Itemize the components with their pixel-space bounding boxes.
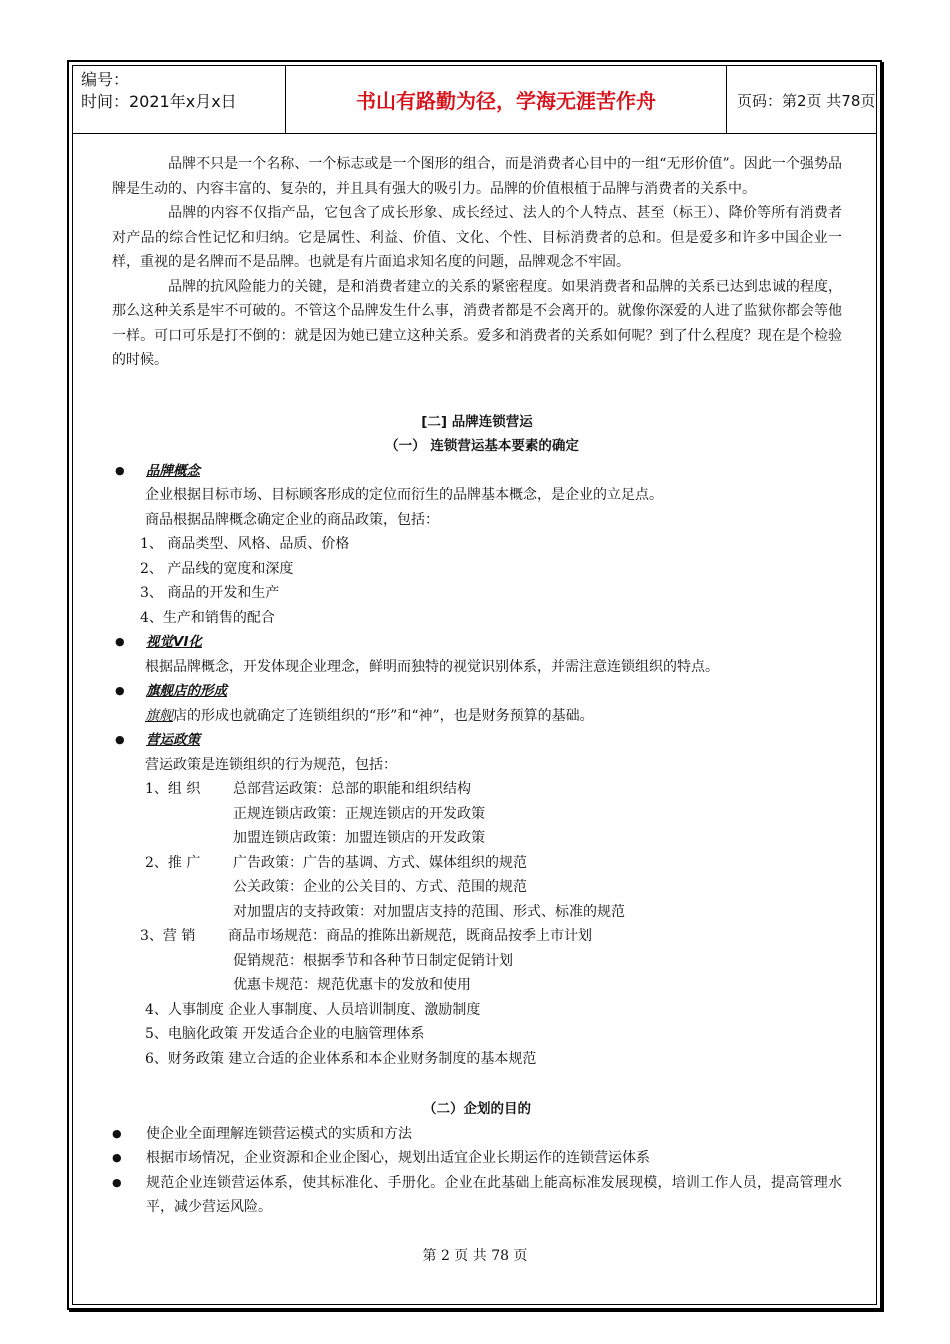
list-item: 4、生产和销售的配合 — [140, 609, 275, 626]
bullet-heading: 视觉VI化 — [146, 634, 202, 650]
policy-subline: 对加盟店的支持政策：对加盟店支持的范围、形式、标准的规范 — [233, 903, 625, 920]
bullet-brand-concept — [112, 459, 842, 484]
policy-value: 商品市场规范：商品的推陈出新规范，既商品按季上市计划 — [228, 928, 592, 944]
bullet-heading: 营运政策 — [146, 732, 200, 748]
section-subtitle: （一） 连锁营运基本要素的确定 — [385, 438, 579, 454]
policy-value: 总部营运政策：总部的职能和组织结构 — [233, 781, 471, 797]
purpose-text: 使企业全面理解连锁营运模式的实质和方法 — [146, 1125, 412, 1142]
policy-row — [112, 924, 842, 949]
policy-key: 1、组 织 — [145, 781, 201, 797]
text-line: 企业根据目标市场、目标顾客形成的定位而衍生的品牌基本概念，是企业的立足点。 — [145, 487, 663, 503]
policy-subline: 加盟连锁店政策：加盟连锁店的开发政策 — [233, 830, 485, 846]
text-line: 根据品牌概念，开发体现企业理念，鲜明而独特的视觉识别体系，并需注意连锁组织的特点。 — [145, 658, 719, 675]
bullet-icon: ● — [115, 684, 125, 697]
policy-key: 3、营 销 — [140, 928, 196, 944]
purpose-text: 规范企业连锁营运体系，使其标准化、手册化。企业在此基础上能高标准发展现模，培训工作人员，提高管理水平，减少营运风险。 — [146, 1174, 842, 1215]
motto-text: 书山有路勤为径，学海无涯苦作舟 — [356, 89, 656, 113]
policy-subline: 促销规范：根据季节和各种节日制定促销计划 — [233, 952, 513, 969]
header-left — [81, 69, 286, 113]
bullet-icon: ● — [115, 463, 125, 477]
policy-line: 5、电脑化政策 开发适合企业的电脑管理体系 — [145, 1026, 425, 1042]
purpose-item — [112, 1122, 842, 1147]
policy-row — [112, 777, 842, 802]
policy-subline: 公关政策：企业的公关目的、方式、范围的规范 — [233, 879, 527, 895]
header-motto-cell — [285, 66, 727, 133]
list-item: 3、 商品的开发和生产 — [140, 585, 280, 601]
bullet-visual-vi — [112, 630, 842, 655]
policy-key: 2、推 广 — [145, 854, 201, 871]
policy-line: 4、人事制度 企业人事制度、人员培训制度、激励制度 — [145, 1001, 481, 1018]
bullet-icon: ● — [112, 1151, 122, 1164]
text-line — [112, 704, 842, 729]
purpose-title: （二）企划的目的 — [423, 1101, 531, 1117]
bullet-flagship — [112, 679, 842, 704]
text-line: 商品根据品牌概念确定企业的商品政策，包括： — [145, 511, 439, 528]
bullet-operation — [112, 728, 842, 753]
date-line: 时间：2021年x月x日 — [81, 92, 237, 111]
bullet-heading: 品牌概念 — [146, 462, 200, 479]
purpose-text: 根据市场情况，企业资源和企业企图心，规划出适宜企业长期运作的连锁营运体系 — [146, 1150, 650, 1166]
list-item: 1、 商品类型、风格、品质、价格 — [140, 536, 350, 552]
bullet-heading: 旗舰店的形成 — [146, 683, 227, 699]
list-item: 2、 产品线的宽度和深度 — [140, 560, 294, 577]
bullet-icon: ● — [115, 733, 125, 746]
policy-value: 广告政策：广告的基调、方式、媒体组织的规范 — [233, 854, 527, 871]
policy-line: 6、财务政策 建立合适的企业体系和本企业财务制度的基本规范 — [145, 1050, 537, 1067]
purpose-item — [112, 1146, 842, 1171]
policy-row — [112, 851, 842, 876]
page-footer: 第 2 页 共 78 页 — [422, 1248, 528, 1264]
section-title: [二] 品牌连锁营运 — [421, 413, 533, 430]
intro-paragraphs — [112, 152, 842, 373]
page-header — [73, 66, 876, 134]
text-line: 营运政策是连锁组织的行为规范，包括： — [145, 756, 397, 773]
bullet-icon: ● — [115, 635, 125, 648]
bullet-icon: ● — [112, 1126, 122, 1140]
flagship-rest: 店的形成也就确定了连锁组织的“形”和“神”，也是财务预算的基础。 — [173, 707, 594, 724]
flagship-emphasis: 旗舰 — [145, 707, 173, 724]
bullet-icon: ● — [112, 1175, 122, 1189]
purpose-item — [112, 1171, 842, 1220]
serial-label: 编号： — [81, 70, 130, 89]
policy-subline: 优惠卡规范：规范优惠卡的发放和使用 — [233, 977, 471, 993]
frame-shadow-right — [880, 62, 884, 1312]
frame-shadow-bottom — [69, 1308, 884, 1312]
page-info: 页码：第2页 共78页 — [737, 92, 876, 110]
policy-subline: 正规连锁店政策：正规连锁店的开发政策 — [233, 805, 485, 822]
paragraph: 品牌的内容不仅指产品，它包含了成长形象、成长经过、法人的个人特点、甚至（标王）、降价等所有消费者对产品的综合性记忆和归纳。它是属性、利益、价值、文化、个性、目标消费者的总和。但是爱多和许多中国企业一样，重视的是名牌而不是品牌。也就是有片面追求知名度的问题，品牌观念不牢固。 — [112, 205, 842, 270]
document-body — [112, 152, 842, 1220]
paragraph: 品牌的抗风险能力的关键，是和消费者建立的关系的紧密程度。如果消费者和品牌的关系已达到忠诚的程度，那么这种关系是牢不可破的。不管这个品牌发生什么事，消费者都是不会离开的。就像你深爱的人进了监狱你都会等他一样。可口可乐是打不倒的：就是因为她已建立这种关系。爱多和消费者的关系如何呢？到了什么程度？现在是个检验的时候。 — [112, 278, 842, 368]
paragraph: 品牌不只是一个名称、一个标志或是一个图形的组合，而是消费者心目中的一组“无形价值”。因此一个强势品牌是生动的、内容丰富的、复杂的，并且具有强大的吸引力。品牌的价值根植于品牌与消费者的关系中。 — [112, 156, 842, 197]
